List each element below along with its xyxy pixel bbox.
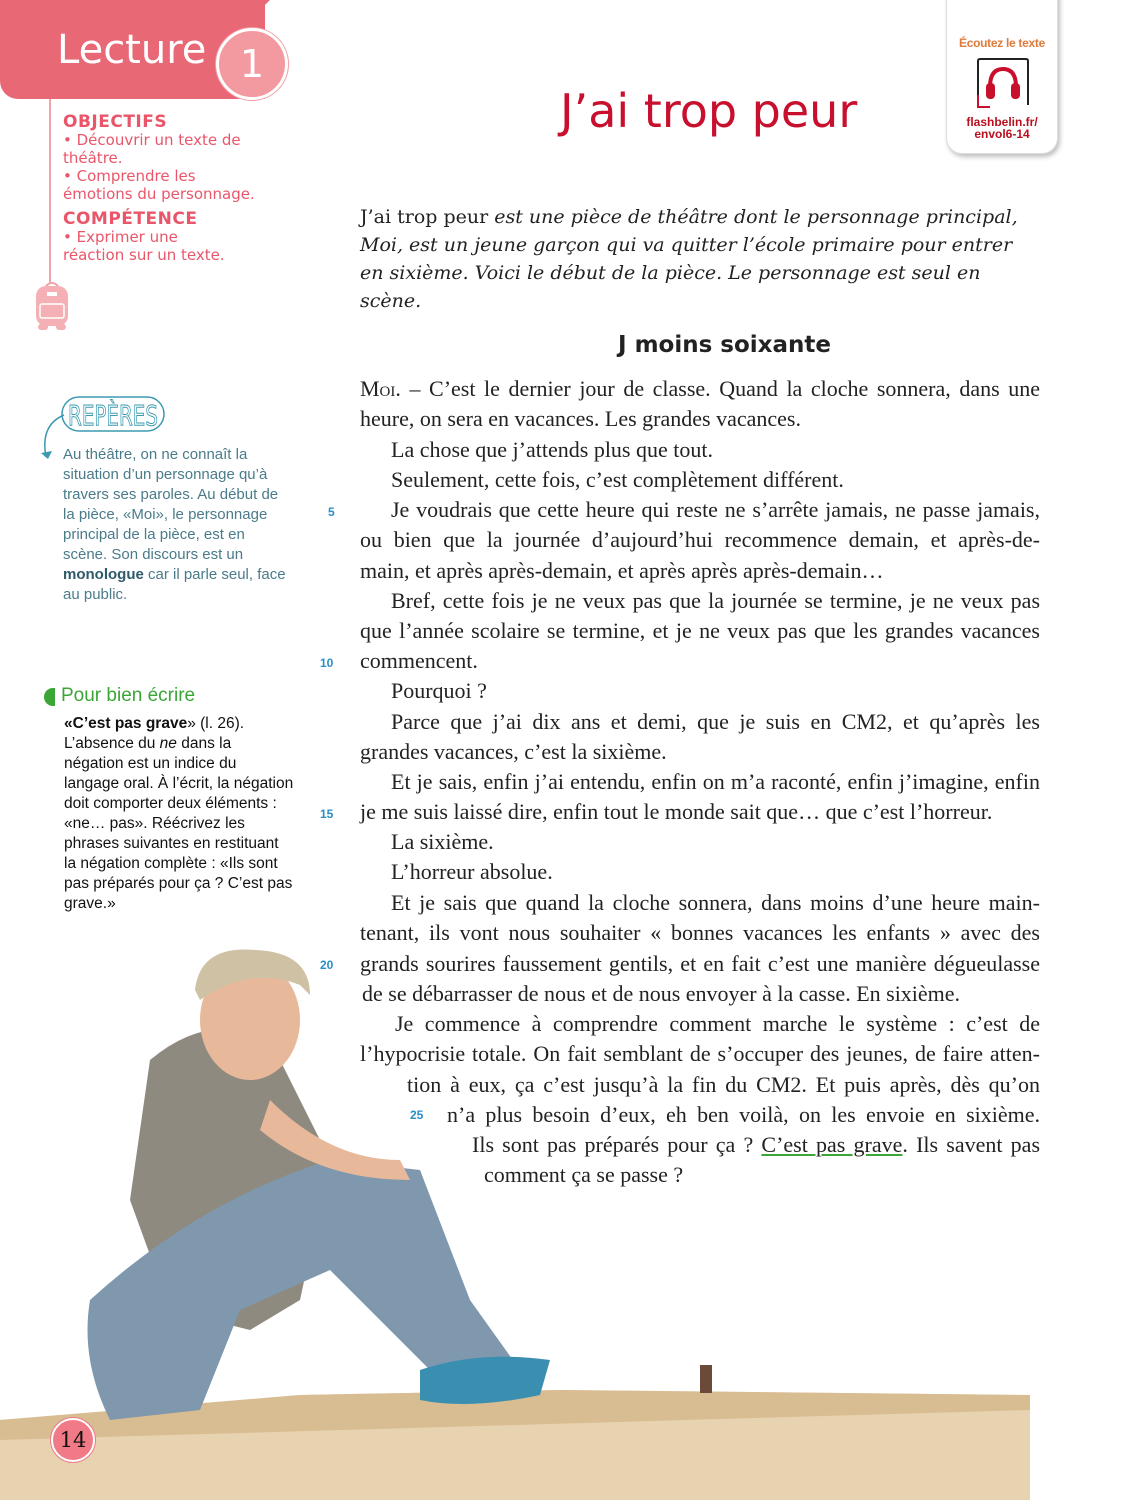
text-line: l’hypocrisie totale. On fait semblant de s’occuper des jeunes, de faire atten-	[360, 1041, 1040, 1066]
competence-heading: COMPÉTENCE	[63, 209, 198, 229]
line-number: 10	[320, 656, 334, 670]
intro-title-ref: J’ai trop peur	[360, 206, 489, 228]
lesson-number: 1	[216, 28, 288, 100]
text-line: Et je sais que quand la cloche sonnera, dans moins d’une heure main-	[391, 890, 1040, 915]
underlined-phrase: C’est pas grave	[761, 1132, 903, 1157]
line-number: 20	[320, 958, 334, 972]
pour-bien-ecrire-heading: Pour bien écrire	[61, 685, 196, 706]
page-number: 14	[51, 1418, 95, 1462]
pour-bien-ecrire-text	[64, 714, 294, 914]
text-line: main, et après après-demain, et après après après-demain…	[360, 558, 884, 583]
text-line: tenant, ils vont nous souhaiter « bonnes vacances les enfants » avec des	[360, 920, 1040, 945]
text-line-content: Ils sont pas préparés pour ça ?	[472, 1132, 762, 1157]
audio-url-line2[interactable]: envol6-14	[974, 127, 1030, 141]
text-line: Seulement, cette fois, c’est complètement différent.	[391, 467, 844, 492]
reperes-keyword: monologue	[63, 566, 144, 583]
objectives-box	[63, 113, 303, 264]
reperes-heading: REPÈRES	[68, 399, 195, 432]
text-line: commencent.	[360, 648, 478, 673]
headphones-icon[interactable]	[976, 57, 1030, 109]
text-line: heure, on sera en vacances. Les grandes vacances.	[360, 406, 801, 431]
audio-url[interactable]	[947, 116, 1057, 140]
objective-item: • Découvrir un texte de théâtre.	[63, 131, 241, 167]
text-line: que l’année scolaire se termine, et je ne veux pas que les grandes vacances	[360, 618, 1040, 643]
text-line: grands sourires faussement gentils, et en fait c’est une manière dégueulasse	[360, 951, 1040, 976]
green-tab-marker	[44, 688, 55, 706]
pbe-italic: ne	[159, 735, 177, 752]
text-line: Je voudrais que cette heure qui reste ne s’arrête jamais, ne passe jamais,	[391, 497, 1040, 522]
text-line: ou bien que la journée d’aujourd’hui recommence demain, et après-de-	[360, 527, 1040, 552]
text-line: je me suis laissé dire, enfin tout le monde sait que… que c’est l’horreur.	[360, 799, 993, 824]
section-label: Lecture	[57, 27, 207, 73]
text-line: Bref, cette fois je ne veux pas que la journée se termine, je ne veux pas	[391, 588, 1040, 613]
text-line-content: – C’est le dernier jour de classe. Quand la cloche sonnera, dans une	[400, 376, 1040, 401]
objectives-heading: OBJECTIFS	[63, 112, 168, 132]
section-subtitle: J moins soixante	[618, 332, 831, 358]
reperes-text-part: car il parle seul, face au public.	[63, 566, 286, 603]
text-line: La sixième.	[391, 829, 494, 854]
text-line-content: . Ils savent pas	[902, 1132, 1041, 1157]
text-line: L’horreur absolue.	[391, 859, 553, 884]
backpack-icon	[32, 280, 72, 332]
text-line: n’a plus besoin d’eux, eh ben voilà, on les envoie en sixième.	[447, 1102, 1040, 1127]
text-line: Pourquoi ?	[391, 678, 487, 703]
pbe-quote: «C’est pas grave	[64, 715, 188, 732]
audio-label: Écoutez le texte	[959, 36, 1045, 50]
text-line: Parce que j’ai dix ans et demi, que je suis en CM2, et qu’après les	[391, 709, 1040, 734]
text-line: Je commence à comprendre comment marche le système : c’est de	[395, 1011, 1040, 1036]
text-line: grandes vacances, c’est la sixième.	[360, 739, 667, 764]
bag-string-decoration	[49, 99, 51, 284]
text-line: comment ça se passe ?	[484, 1162, 684, 1187]
line-number: 15	[320, 807, 334, 821]
pbe-text-part: dans la négation est un indice du langage oral. À l’écrit, la négation doit comporter deux éléments : «ne… pas». Réécrivez les phrases suivantes en restituant la négation complète : «Ils sont pas préparés pour ça ? C’est pas grave.»	[64, 735, 294, 912]
objective-item: • Comprendre les émotions du personnage.	[63, 167, 255, 203]
line-number: 5	[328, 505, 335, 519]
intro-text: est une pièce de théâtre dont le personnage principal, Moi, est un jeune garçon qui va quitter l’école primaire pour entrer en sixième. Voici le début de la pièce. Le personnage est seul en scène.	[360, 206, 1018, 312]
text-line: La chose que j’attends plus que tout.	[391, 437, 713, 462]
audio-link-card[interactable]	[946, 0, 1058, 154]
reperes-text-part: Au théâtre, on ne connaît la situation d’un personnage qu’à travers ses paroles. Au début de la pièce, «Moi», le personnage principal de la pièce, est en scène. Son discours est un	[63, 446, 279, 563]
text-line	[360, 374, 1040, 404]
competence-item: • Exprimer une réaction sur un texte.	[63, 228, 225, 264]
page-title: J’ai trop peur	[560, 84, 858, 138]
intro-paragraph	[360, 203, 1040, 315]
audio-url-line1[interactable]: flashbelin.fr/	[966, 115, 1038, 129]
speaker-name: Moi.	[360, 376, 401, 401]
line-number: 25	[410, 1108, 424, 1122]
pbe-text-part: » (l. 26). L’absence du	[64, 715, 245, 752]
text-line	[472, 1130, 1040, 1160]
text-line: de se débarrasser de nous et de nous envoyer à la casse. En sixième.	[362, 981, 961, 1006]
reperes-text	[63, 445, 293, 605]
text-line: Et je sais, enfin j’ai entendu, enfin on m’a raconté, enfin j’imagine, enfin	[391, 769, 1040, 794]
text-line: tion à eux, ça c’est jusqu’à la fin du CM2. Et puis après, dès qu’on	[407, 1072, 1040, 1097]
